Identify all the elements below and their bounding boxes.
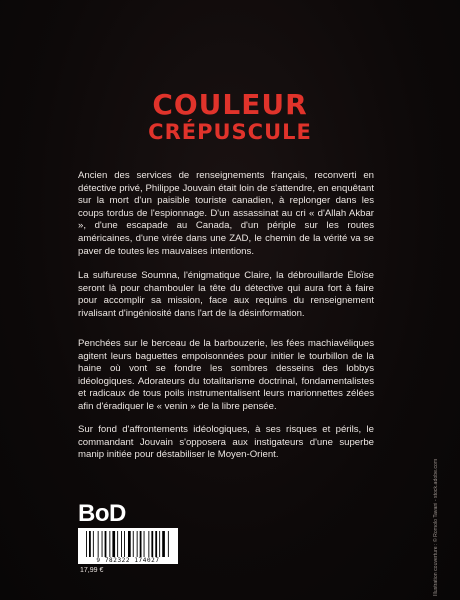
barcode-bars-icon xyxy=(86,531,170,557)
blurb-paragraph-3: Penchées sur le berceau de la barbouzerie, les fées machiavéliques agitent leurs baguettes empoisonnées pour initier le tourbillon de la haine où vont se fondre les sombres desseins des lobbys idéologiques. Adorateurs du totalitarisme doctrinal, fondamentalistes et radicaux de tous poils instrumentalisent leurs marionnettes zélées afin d'éradiquer le « venin » de la libre pensée. xyxy=(78,338,374,412)
isbn-barcode xyxy=(78,528,178,564)
blurb-paragraph-1: Ancien des services de renseignements français, reconverti en détective privé, Philippe Jouvain était loin de s'attendre, en enquêtant sur la mort d'un paisible touriste canadien, à replonger dans les coups tordus de l'espionnage. D'un assassinat au cri « d'Allah Akbar », d'une escapade au Canada, d'un périple sur les routes américaines, d'une virée dans une ZAD, le chemin de la vérité va se paver de toutes les mauvaises intentions. xyxy=(78,170,374,257)
illustration-credit: Illustration couverture : © Romolo Tavani - stock.adobe.com xyxy=(433,458,439,596)
book-title-line-1: COULEUR xyxy=(152,88,308,121)
isbn-number: 9 782322 174027 xyxy=(96,557,160,564)
price-label: 17,99 € xyxy=(80,567,104,574)
blurb-paragraph-2: La sulfureuse Soumna, l'énigmatique Claire, la débrouillarde Éloïse seront là pour chambouler la tête du détective qui aura fort à faire pour accomplir sa mission, face aux requins du renseignement rivalisant d'ingéniosité dans l'art de la désinformation. xyxy=(78,270,374,319)
publisher-logo: BoD xyxy=(78,500,126,527)
book-title-line-2: CRÉPUSCULE xyxy=(148,120,312,144)
blurb-paragraph-4: Sur fond d'affrontements idéologiques, à ses risques et périls, le commandant Jouvain s'opposera aux instigateurs d'une superbe manip initiée pour déstabiliser le Moyen-Orient. xyxy=(78,424,374,461)
